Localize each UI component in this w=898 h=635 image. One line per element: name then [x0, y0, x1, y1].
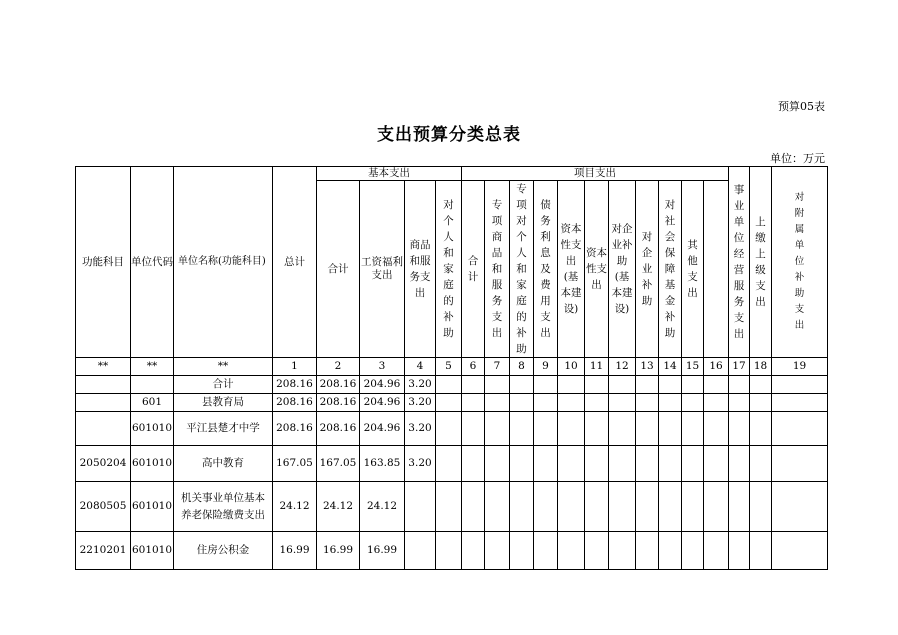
- func-subject-cell: [76, 394, 131, 412]
- func-subject-cell: 2080505: [76, 482, 131, 532]
- table-row: [76, 412, 828, 446]
- unit-code-cell: 601010: [131, 446, 174, 482]
- index-cell: 7: [485, 358, 510, 376]
- wage-cell: 204.96: [360, 376, 405, 394]
- header-affiliated: 对附属单位补助支出: [772, 167, 828, 358]
- func-subject-cell: [76, 376, 131, 394]
- header-project-enterprise: 对企业补助: [636, 181, 659, 358]
- index-cell: 1: [273, 358, 317, 376]
- index-cell: 3: [360, 358, 405, 376]
- header-basic-wage: 工资福利支出: [360, 181, 405, 358]
- index-cell: 5: [436, 358, 462, 376]
- wage-cell: 16.99: [360, 532, 405, 570]
- unit-code-cell: [131, 376, 174, 394]
- index-cell: 6: [462, 358, 485, 376]
- basic-total-cell: 16.99: [317, 532, 360, 570]
- unit-code-cell: 601010: [131, 482, 174, 532]
- header-row-1: [76, 167, 828, 181]
- basic-total-cell: 208.16: [317, 376, 360, 394]
- index-cell: 9: [534, 358, 558, 376]
- index-cell: 8: [510, 358, 534, 376]
- index-cell: 12: [609, 358, 636, 376]
- unit-name-cell: 县教育局: [174, 394, 273, 412]
- basic-total-cell: 208.16: [317, 412, 360, 446]
- header-project-social: 对社会保障基金补助: [659, 181, 682, 358]
- goods-cell: 3.20: [405, 446, 436, 482]
- total-cell: 167.05: [273, 446, 317, 482]
- index-cell: **: [174, 358, 273, 376]
- total-cell: 208.16: [273, 412, 317, 446]
- budget-table: [75, 166, 828, 570]
- page-title: 支出预算分类总表: [377, 125, 521, 145]
- header-basic-goods: 商品和服务支出: [405, 181, 436, 358]
- index-cell: 10: [558, 358, 585, 376]
- index-cell: 14: [659, 358, 682, 376]
- header-project-other: 其他支出: [682, 181, 704, 358]
- func-subject-cell: 2050204: [76, 446, 131, 482]
- table-row: [76, 532, 828, 570]
- goods-cell: 3.20: [405, 412, 436, 446]
- basic-total-cell: 208.16: [317, 394, 360, 412]
- func-subject-cell: [76, 412, 131, 446]
- table-row: [76, 446, 828, 482]
- wage-cell: 204.96: [360, 394, 405, 412]
- wage-cell: 204.96: [360, 412, 405, 446]
- goods-cell: 3.20: [405, 376, 436, 394]
- header-unit-name: 单位名称(功能科目): [174, 167, 273, 358]
- header-upper-pay: 上缴上级支出: [750, 167, 772, 358]
- index-cell: 13: [636, 358, 659, 376]
- index-cell: 19: [772, 358, 828, 376]
- unit-code-cell: 601: [131, 394, 174, 412]
- table-row: [76, 394, 828, 412]
- index-cell: 15: [682, 358, 704, 376]
- unit-name-cell: 高中教育: [174, 446, 273, 482]
- header-project-capital: 资本性支出: [585, 181, 609, 358]
- basic-total-cell: 167.05: [317, 446, 360, 482]
- index-cell: **: [131, 358, 174, 376]
- header-project-goods: 专项商品和服务支出: [485, 181, 510, 358]
- total-cell: 16.99: [273, 532, 317, 570]
- header-basic-personal: 对个人和家庭的补助: [436, 181, 462, 358]
- unit-code-cell: 601010: [131, 532, 174, 570]
- index-cell: 2: [317, 358, 360, 376]
- unit-name-cell: 平江县楚才中学: [174, 412, 273, 446]
- goods-cell: [405, 532, 436, 570]
- header-unit-code: 单位代码: [131, 167, 174, 358]
- basic-total-cell: 24.12: [317, 482, 360, 532]
- header-func-subject: 功能科目: [76, 167, 131, 358]
- unit-name-cell: 合计: [174, 376, 273, 394]
- table-row: [76, 376, 828, 394]
- total-cell: 208.16: [273, 376, 317, 394]
- header-project-total: 合计: [462, 181, 485, 358]
- header-project-personal: 专项对个人和家庭的补助: [510, 181, 534, 358]
- func-subject-cell: 2210201: [76, 532, 131, 570]
- index-cell: 11: [585, 358, 609, 376]
- index-cell: 16: [704, 358, 729, 376]
- index-cell: 4: [405, 358, 436, 376]
- header-project-interest: 债务利息及费用支出: [534, 181, 558, 358]
- header-project-group: 项目支出: [462, 167, 729, 181]
- index-cell: **: [76, 358, 131, 376]
- form-number: 预算05表: [778, 100, 825, 113]
- index-row: [76, 358, 828, 376]
- header-project-enterprise-build: 对企业补助(基本建设): [609, 181, 636, 358]
- unit-label: 单位：万元: [770, 152, 825, 165]
- index-cell: 18: [750, 358, 772, 376]
- unit-name-cell: 住房公积金: [174, 532, 273, 570]
- unit-name-cell: 机关事业单位基本养老保险缴费支出: [174, 482, 273, 532]
- index-cell: 17: [729, 358, 750, 376]
- header-total: 总计: [273, 167, 317, 358]
- table-row: [76, 482, 828, 532]
- goods-cell: 3.20: [405, 394, 436, 412]
- header-biz-service: 事业单位经营服务支出: [729, 167, 750, 358]
- unit-code-cell: 601010: [131, 412, 174, 446]
- goods-cell: [405, 482, 436, 532]
- wage-cell: 24.12: [360, 482, 405, 532]
- total-cell: 208.16: [273, 394, 317, 412]
- total-cell: 24.12: [273, 482, 317, 532]
- header-basic-group: 基本支出: [317, 167, 462, 181]
- wage-cell: 163.85: [360, 446, 405, 482]
- header-project-capital-build: 资本性支出(基本建设): [558, 181, 585, 358]
- header-basic-total: 合计: [317, 181, 360, 358]
